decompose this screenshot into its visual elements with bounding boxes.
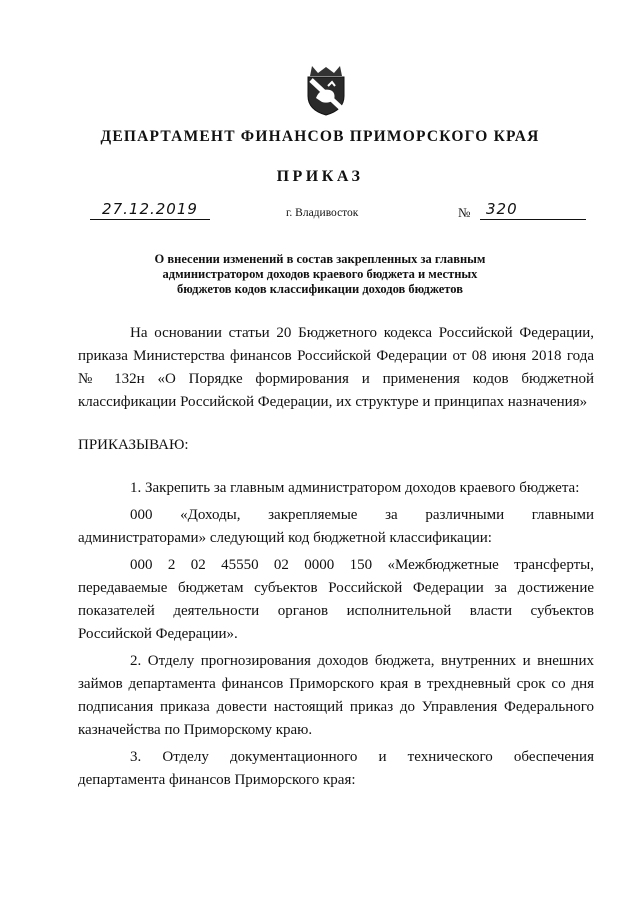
subject-line: бюджетов кодов классификации доходов бюджетов <box>177 282 463 296</box>
order-body <box>78 322 594 792</box>
subject-line: администратором доходов краевого бюджета и местных <box>162 267 478 281</box>
city: г. Владивосток <box>286 207 359 219</box>
number-label: № <box>458 205 471 220</box>
preamble-paragraph: На основании статьи 20 Бюджетного кодекса Российской Федерации, приказа Министерства финансов Российской Федерации от 08 июня 2018 года № 132н «О Порядке формирования и применения кодов бюджетной классификации Российской Федерации, их структуре и принципах назначения» <box>78 325 594 410</box>
item-1-subitem: 000 «Доходы, закрепляемые за различными главными администраторами» следующий код бюджетной классификации: <box>78 507 594 546</box>
department-name: ДЕПАРТАМЕНТ ФИНАНСОВ ПРИМОРСКОГО КРАЯ <box>100 128 540 145</box>
item-3: 3. Отделу документационного и технического обеспечения департамента финансов Приморского края: <box>78 749 594 788</box>
order-date: 27.12.2019 <box>90 200 210 220</box>
item-2: 2. Отделу прогнозирования доходов бюджета, внутренних и внешних займов департамента финансов Приморского края в трехдневный срок со дня подписания приказа довести настоящий приказ до Управления Федерального казначейства по Приморскому краю. <box>78 653 594 738</box>
order-number: 320 <box>480 200 586 220</box>
item-1-subitem: 000 2 02 45550 02 0000 150 «Межбюджетные трансферты, передаваемые бюджетам субъектов Российской Федерации за достижение показателей деятельности органов исполнительной власти субъектов Российской Федерации». <box>78 557 594 642</box>
order-subject <box>120 252 520 297</box>
document-type: ПРИКАЗ <box>276 168 364 185</box>
item-1: 1. Закрепить за главным администратором доходов краевого бюджета: <box>130 480 580 496</box>
order-directive: ПРИКАЗЫВАЮ: <box>78 437 189 453</box>
coat-of-arms-emblem <box>302 64 350 116</box>
subject-line: О внесении изменений в состав закрепленных за главным <box>154 252 486 266</box>
